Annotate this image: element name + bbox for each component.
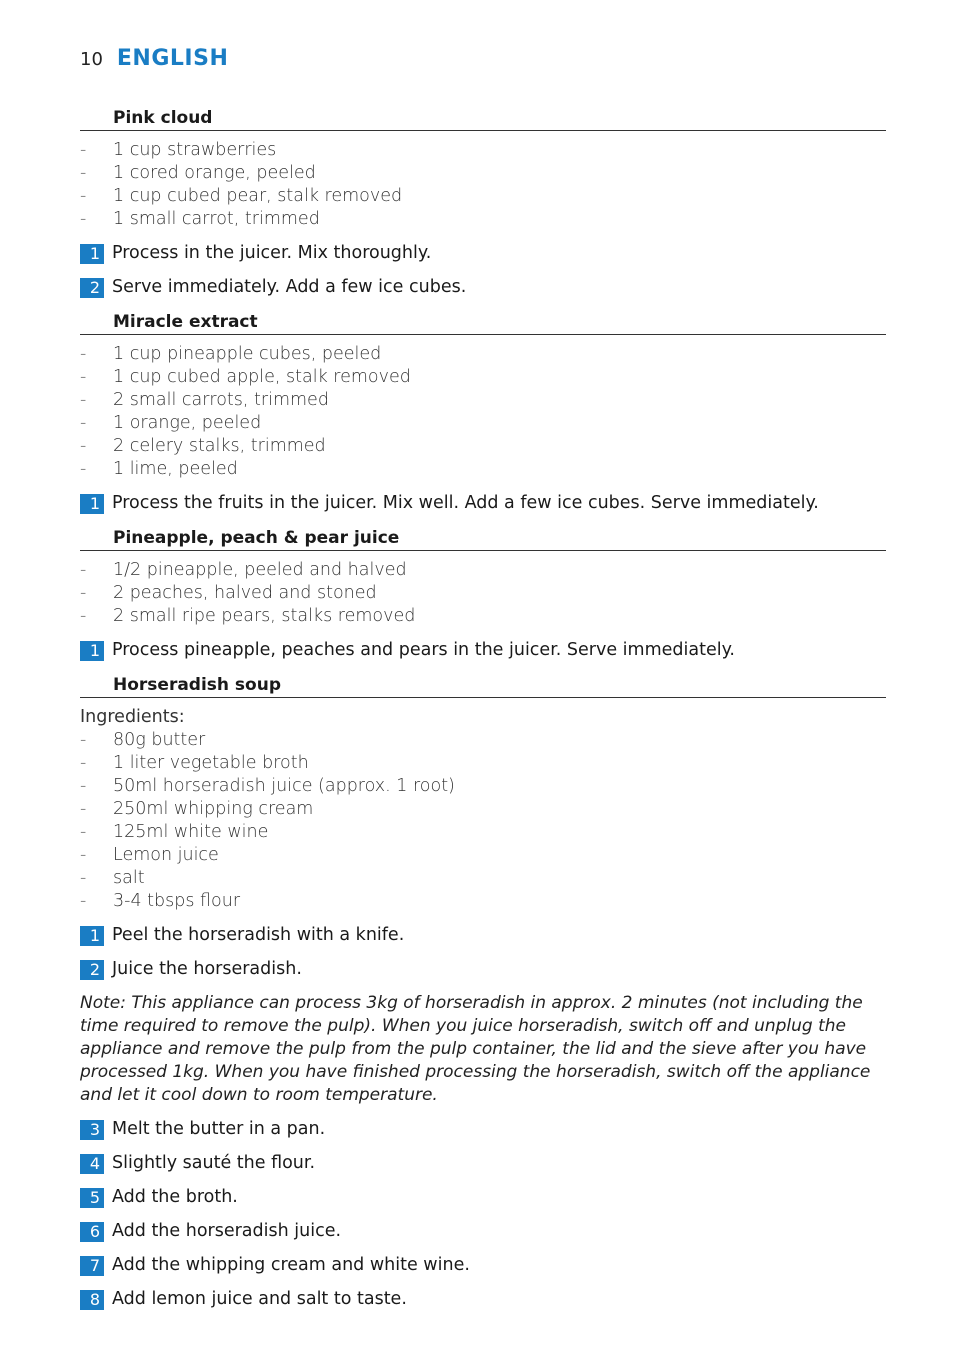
- step-text: Add the whipping cream and white wine.: [112, 1255, 470, 1275]
- ingredient-list-pink-cloud: [80, 139, 886, 231]
- ingredients-label: Ingredients:: [80, 707, 185, 727]
- step: [80, 1220, 886, 1243]
- step-number: 1: [80, 926, 104, 946]
- step: [80, 958, 886, 981]
- step-number: 1: [80, 494, 104, 514]
- step: [80, 492, 886, 515]
- step-number: 5: [80, 1188, 104, 1208]
- step-number: 8: [80, 1290, 104, 1310]
- section-title-pineapple-juice: Pineapple, peach & pear juice: [80, 526, 886, 551]
- step-number: 3: [80, 1120, 104, 1140]
- list-item: - 1 cup cubed apple, stalk removed: [80, 367, 411, 387]
- step-number: 2: [80, 278, 104, 298]
- step: [80, 639, 886, 662]
- step-text: Process in the juicer. Mix thoroughly.: [112, 243, 432, 263]
- list-item: - 1 lime, peeled: [80, 459, 238, 479]
- section-title-miracle-extract: Miracle extract: [80, 310, 886, 335]
- step: [80, 1186, 886, 1209]
- note-paragraph: Note: This appliance can process 3kg of horseradish in approx. 2 minutes (not including the time required to remove the pulp). When you juice horseradish, switch off and unplug the appliance and remove the pulp from the pulp container, the lid and the sieve after you have processed 1kg. When you have finished processing the horseradish, switch off the appliance and let it cool down to room temperature.: [80, 993, 871, 1105]
- step-text: Add the horseradish juice.: [112, 1221, 342, 1241]
- step-text: Peel the horseradish with a knife.: [112, 925, 405, 945]
- step: [80, 1288, 886, 1311]
- ingredient-list-miracle-extract: [80, 343, 886, 481]
- step: [80, 1254, 886, 1277]
- step: [80, 1152, 886, 1175]
- step-text: Add the broth.: [112, 1187, 238, 1207]
- page-content: [80, 106, 886, 1311]
- ingredient-list-horseradish-soup: [80, 729, 886, 913]
- list-item: - 2 small ripe pears, stalks removed: [80, 606, 416, 626]
- list-item: - 1 small carrot, trimmed: [80, 209, 320, 229]
- list-item: - 1/2 pineapple, peeled and halved: [80, 560, 407, 580]
- list-item: - 1 liter vegetable broth: [80, 753, 309, 773]
- step-text: Melt the butter in a pan.: [112, 1119, 326, 1139]
- ingredient-list-pineapple-juice: [80, 559, 886, 628]
- step-number: 1: [80, 641, 104, 661]
- list-item: - 1 cup pineapple cubes, peeled: [80, 344, 382, 364]
- step-text: Slightly sauté the flour.: [112, 1153, 316, 1173]
- list-item: - salt: [80, 868, 145, 888]
- page-header: [80, 46, 228, 76]
- list-item: - 1 cored orange, peeled: [80, 163, 316, 183]
- step-text: Process pineapple, peaches and pears in the juicer. Serve immediately.: [112, 640, 735, 660]
- list-item: - 2 small carrots, trimmed: [80, 390, 329, 410]
- step-text: Process the fruits in the juicer. Mix well. Add a few ice cubes. Serve immediately.: [112, 493, 819, 513]
- step-number: 1: [80, 244, 104, 264]
- page-number: 10: [80, 49, 103, 70]
- list-item: - 250ml whipping cream: [80, 799, 314, 819]
- list-item: - 125ml white wine: [80, 822, 269, 842]
- step-number: 4: [80, 1154, 104, 1174]
- language-heading: ENGLISH: [116, 46, 229, 71]
- step-number: 2: [80, 960, 104, 980]
- list-item: - 1 cup cubed pear, stalk removed: [80, 186, 403, 206]
- step: [80, 924, 886, 947]
- step-text: Add lemon juice and salt to taste.: [112, 1289, 407, 1309]
- list-item: - 2 celery stalks, trimmed: [80, 436, 326, 456]
- list-item: - 50ml horseradish juice (approx. 1 root): [80, 776, 455, 796]
- step-number: 7: [80, 1256, 104, 1276]
- list-item: - 1 orange, peeled: [80, 413, 262, 433]
- step: [80, 276, 886, 299]
- step: [80, 1118, 886, 1141]
- step-text: Juice the horseradish.: [112, 959, 302, 979]
- step-text: Serve immediately. Add a few ice cubes.: [112, 277, 467, 297]
- step: [80, 242, 886, 265]
- list-item: - 3-4 tbsps flour: [80, 891, 241, 911]
- step-number: 6: [80, 1222, 104, 1242]
- list-item: - 80g butter: [80, 730, 206, 750]
- section-title-pink-cloud: Pink cloud: [80, 106, 886, 131]
- list-item: - 2 peaches, halved and stoned: [80, 583, 377, 603]
- list-item: - Lemon juice: [80, 845, 219, 865]
- section-title-horseradish-soup: Horseradish soup: [80, 673, 886, 698]
- list-item: - 1 cup strawberries: [80, 140, 277, 160]
